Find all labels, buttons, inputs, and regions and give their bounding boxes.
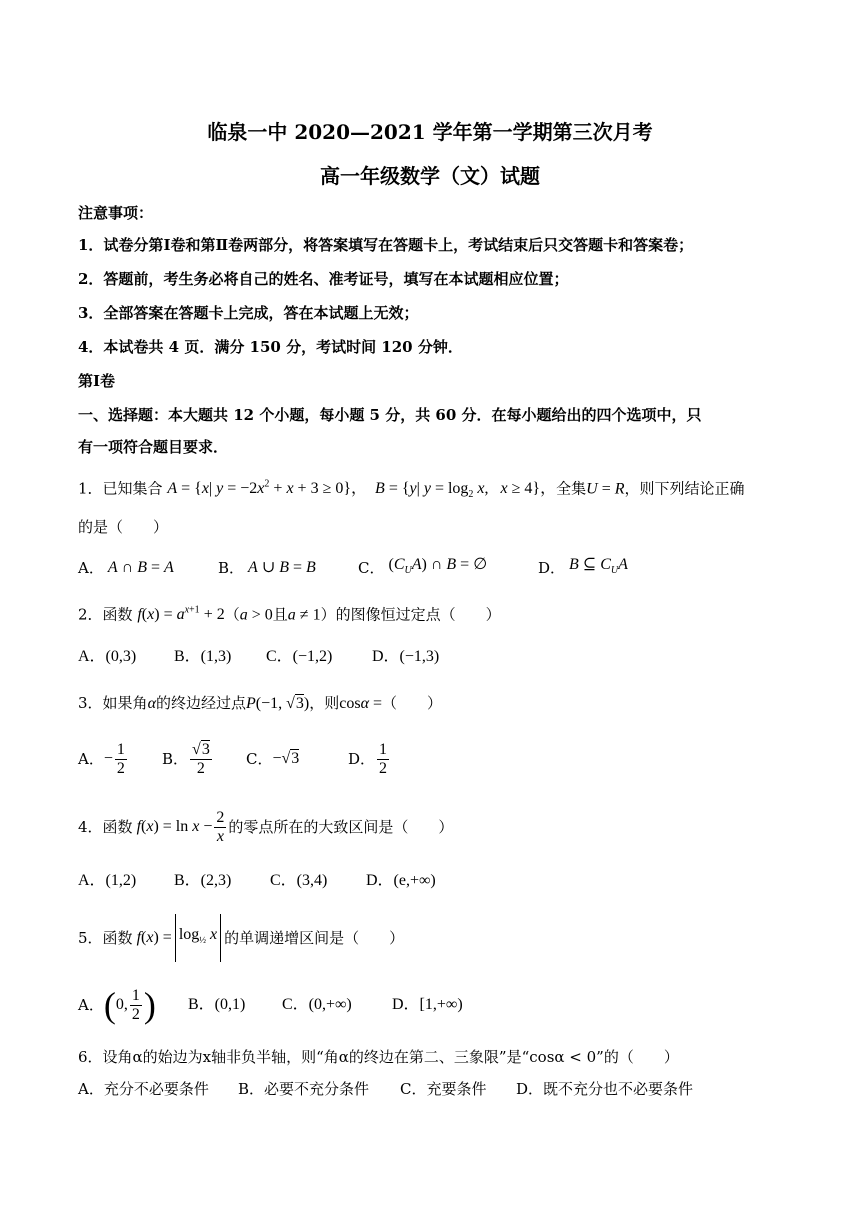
q5-option-d: D．[1,+∞) — [392, 996, 463, 1013]
section-heading-line2: 有一项符合题目要求． — [78, 438, 229, 456]
question-3-options — [78, 736, 820, 782]
q4-option-a: A．(1,2) — [78, 872, 137, 889]
question-1-options — [78, 554, 820, 582]
notice-heading: 注意事项： — [78, 204, 154, 222]
exam-subtitle: 高一年级数学（文）试题 — [320, 164, 540, 188]
q2-option-d: D．(−1,3) — [372, 648, 440, 665]
q6-option-a: A．充分不必要条件 — [78, 1080, 209, 1098]
q5-option-c: C．(0,+∞) — [282, 996, 352, 1013]
notice-item-3: 3．全部答案在答题卡上完成，答在本试题上无效； — [78, 304, 419, 322]
question-5: 5． 函数 f(x) = $\log_{\frac{1}{2}} x$ 的单调递增区间是（ ） — [78, 912, 820, 964]
question-6-options — [78, 1078, 820, 1100]
question-2-options — [78, 646, 820, 668]
q5-option-b: B．(0,1) — [188, 996, 246, 1013]
q1-option-c: C． $(C_UA)$ ∩ B = ∅ — [358, 556, 488, 578]
q6-option-d: D．既不充分也不必要条件 — [516, 1080, 694, 1098]
notice-item-4: 4．本试卷共 4 页．满分 150 分，考试时间 120 分钟． — [78, 338, 463, 356]
q6-option-c: C．充要条件 — [400, 1080, 487, 1098]
notice-item-2: 2．答题前，考生务必将自己的姓名、准考证号，填写在本试题相应位置； — [78, 270, 569, 288]
q4-option-d: D．(e,+∞) — [366, 872, 436, 889]
q5-option-a: A． ( 0, $\frac{1}{2}$ ) — [78, 985, 156, 1025]
q3-option-a: A． − $\frac{1}{2}$ — [78, 740, 125, 777]
q1-option-d: D． B ⊆ $C_UA$ — [538, 556, 628, 578]
q2-option-b: B．(1,3) — [174, 648, 232, 665]
question-2: 2．函数 $f(x) = a^{x+1} + 2(a > 0$且a ≠ 1）的图像恒过定点（ ） — [78, 605, 501, 624]
q3-option-b: B． $\frac{√3}{2}$ — [162, 740, 210, 777]
q2-option-a: A．(0,3) — [78, 648, 137, 665]
q2-option-c: C．(−1,2) — [266, 648, 333, 665]
q1-option-b: B． A ∪ B = B — [218, 559, 316, 578]
exam-title: 临泉一中 2020—2021 学年第一学期第三次月考 — [207, 120, 653, 144]
question-3: 3．如果角α的终边经过点P(−1, √3)，则cosα =（ ） — [78, 694, 443, 712]
question-6: 6．设角α的始边为x轴非负半轴，则“角α的终边在第二、三象限”是“cosα < 0”的（ ） — [78, 1048, 679, 1066]
section-heading-line1: 一、选择题：本大题共 12 个小题，每小题 5 分，共 60 分．在每小题给出的四个选项中，只 — [78, 406, 702, 424]
question-1: 1．已知集合 A = {x| $y = -2x^2 + x + 3 \ge 0$}， B = {y| $y = \log_2 x$, x ≥ 4}，全集U = R，则下列结论正确 — [78, 479, 745, 501]
q3-option-d: D． $\frac{1}{2}$ — [348, 740, 388, 777]
q1-option-a: A． A ∩ B = A — [78, 559, 174, 578]
q3-option-c: C． −√3 — [246, 750, 300, 768]
notice-item-1: 1．试卷分第Ⅰ卷和第Ⅱ卷两部分，将答案填写在答题卡上，考试结束后只交答题卡和答案卷； — [78, 236, 694, 254]
q4-option-b: B．(2,3) — [174, 872, 232, 889]
question-4-options — [78, 870, 820, 892]
volume-label: 第Ⅰ卷 — [78, 372, 116, 390]
q4-option-c: C．(3,4) — [270, 872, 328, 889]
q6-option-b: B．必要不充分条件 — [238, 1080, 370, 1098]
question-4: 4． 函数 f(x) = ln x − $\frac{2}{x}$ 的零点所在的大致区间是（ ） — [78, 808, 454, 845]
question-1-line2: 的是（ ） — [78, 518, 169, 536]
question-5-options — [78, 982, 820, 1028]
